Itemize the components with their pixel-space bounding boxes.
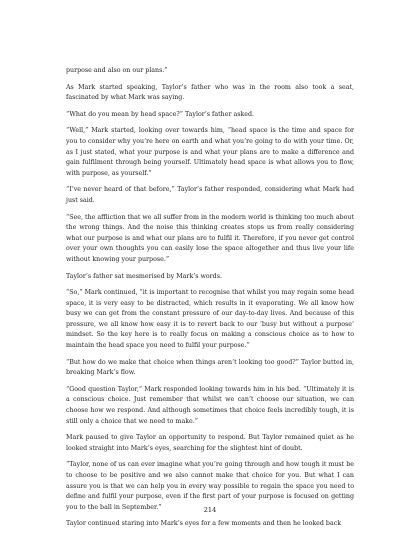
paragraph: “But how do we make that choice when things aren’t looking too good?” Taylor butted in, breaking Mark’s flow. [66,358,354,377]
paragraph: Taylor continued staring into Mark’s eyes for a few moments and then he looked back [66,520,342,528]
paragraph: “Good question Taylor,” Mark responded looking towards him in his bed. “Ultimately it is a conscious choice. Just remember that whilst we can’t choose our situation, we can choose how we respond. And although sometimes that choice feels incredibly tough, it is still only a choice that we need to make.” [66,385,354,425]
paragraph: “See, the affliction that we all suffer from in the modern world is thinking too much about the wrong things. And the noise this thinking creates stops us from really considering what our purpose is and what our plans are to fulfil it. Therefore, if you never get control over your own thoughts you can easily lose the space altogether and thus live your life without knowing your purpose.” [66,213,354,263]
page-body-text [66,66,354,530]
paragraph: “Well,” Mark started, looking over towards him, “head space is the time and space for you to consider why you’re here on earth and what you’re going to do with your time. Or, as I just stated, what your purpose is and what your plans are to make a difference and gain fulfilment through being yourself. Ultimately head space is what allows you to flow, with purpose, as yourself.” [66,127,354,177]
paragraph: “What do you mean by head space?” Taylor’s father asked. [66,110,255,118]
paragraph: purpose and also on our plans.” [66,67,168,74]
paragraph: Taylor’s father sat mesmerised by Mark’s words. [66,272,222,280]
paragraph: Mark paused to give Taylor an opportunity to respond. But Taylor remained quiet as he looked straight into Mark’s eyes, searching for the slightest hint of doubt. [66,434,354,452]
paragraph: “I’ve never heard of that before,” Taylor’s father responded, considering what Mark had just said. [66,186,354,204]
page-number: 214 [203,506,217,514]
paragraph: “So,” Mark continued, “it is important to recognise that whilst you may regain some head space, it is very easy to be distracted, which results in it evaporating. We all know how busy we can get from the constant pressure of our day-to-day lives. And because of this pressure, we all know how easy it is to revert back to our ‘busy but without a purpose’ mindset. So the key here is to really focus on making a conscious choice as to how to maintain the head space you need to fulfil your purpose.” [66,289,354,350]
paragraph: “Taylor, none of us can ever imagine what you’re going through and how tough it must be to choose to be positive and we also cannot make that choice for you. But what I can assure you is that we can help you in every way possible to regain the space you need to define and fulfil your purpose, even if the first part of your purpose is focused on getting you to the ball in September.” [66,461,354,511]
paragraph: As Mark started speaking, Taylor’s father who was in the room also took a seat, fascinated by what Mark was saying. [66,83,354,102]
